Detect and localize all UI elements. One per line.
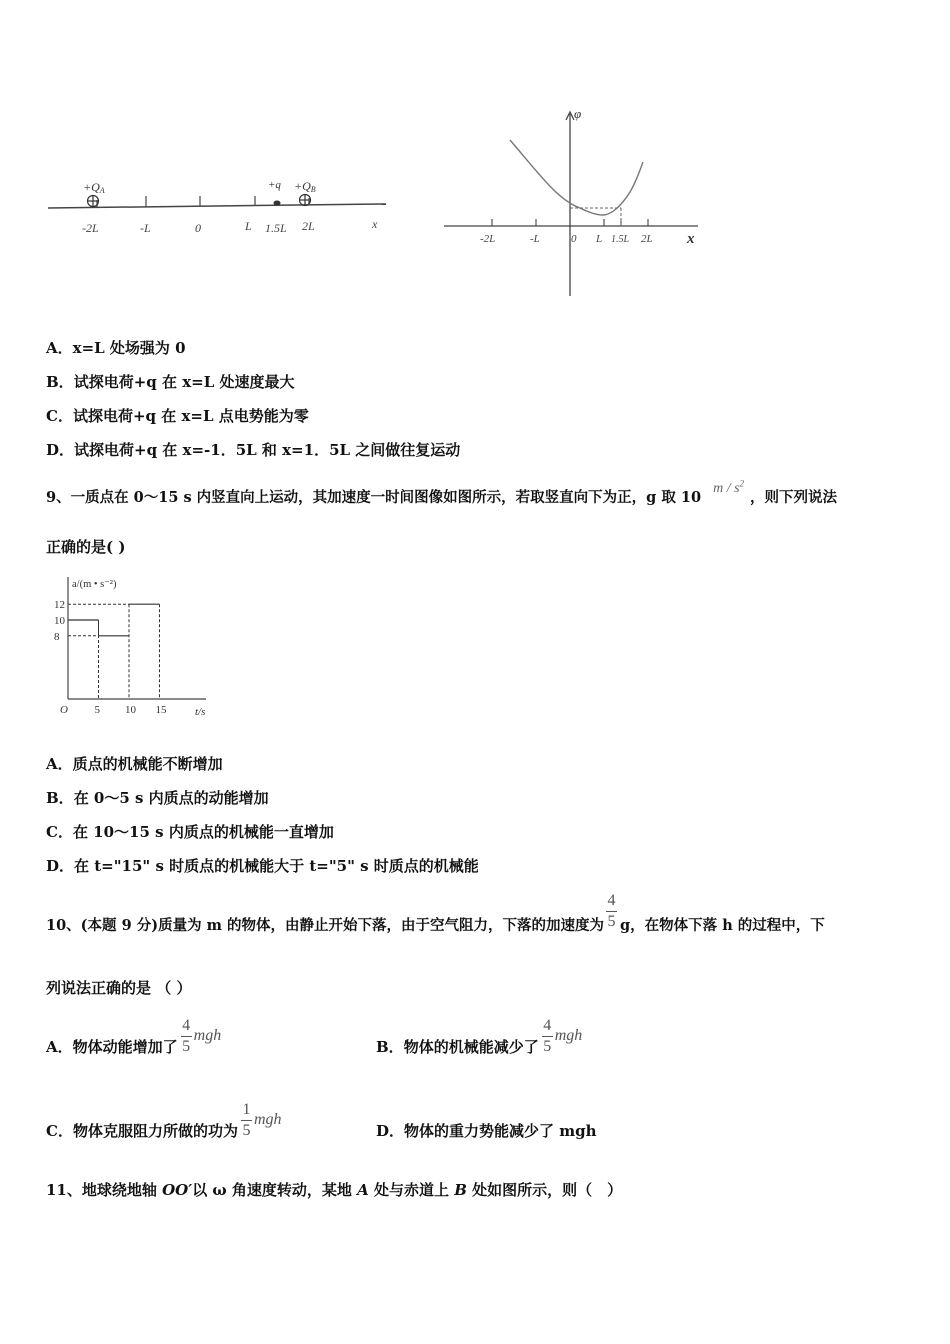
- option-fraction: 1 5: [242, 1101, 251, 1139]
- option-tail: mgh: [193, 1027, 222, 1044]
- tick-label-negL: -L: [140, 221, 151, 235]
- q10-option-d: [376, 1120, 597, 1141]
- charge-b-label: +QB: [294, 179, 316, 194]
- q11-point-b: B: [454, 1181, 467, 1199]
- q11-stem-part3: 处与赤道上: [368, 1181, 455, 1199]
- option-text: 在 0～5 s 内质点的动能增加: [73, 789, 269, 807]
- q11-stem-part1: 11、地球绕地轴: [46, 1181, 163, 1199]
- option-label: D．: [376, 1122, 405, 1140]
- q9-option-a: [46, 753, 223, 774]
- q10-stem-part2: g，在物体下落 h 的过程中，下: [620, 917, 825, 934]
- y-tick-label-10: 10: [54, 615, 65, 627]
- option-label: B．: [46, 373, 74, 391]
- option-tail: mgh: [554, 1027, 583, 1044]
- option-text: x=L 处场强为 0: [72, 339, 186, 357]
- option-fraction: 4 5: [182, 1017, 191, 1055]
- option-text: 质点的机械能不断增加: [72, 755, 223, 773]
- q10-stem-part1: 10、(本题 9 分)质量为 m 的物体，由静止开始下落，由于空气阻力，下落的加速度为: [46, 917, 605, 934]
- acceleration-time-chart: [48, 573, 218, 721]
- option-tail: mgh: [253, 1111, 282, 1128]
- option-label: B．: [46, 789, 74, 807]
- potential-curve: [510, 140, 643, 215]
- option-text: 物体动能增加了: [72, 1038, 178, 1056]
- q9-unit: m / $s^2$: [713, 478, 745, 496]
- q8-option-b: [46, 371, 294, 392]
- option-label: C．: [46, 823, 73, 841]
- tick-label-1_5L: 1.5L: [611, 234, 630, 245]
- option-text: 物体的重力势能减少了 mgh: [404, 1122, 597, 1140]
- charge-a-label: +QA: [83, 180, 105, 195]
- option-label: C．: [46, 407, 73, 425]
- option-text: 试探电荷+q 在 x=L 点电势能为零: [72, 407, 309, 425]
- chart-y-label: a/(m • s⁻²): [72, 579, 117, 590]
- y-tick-label-8: 8: [54, 630, 60, 643]
- x-tick-label-5: 5: [94, 704, 100, 716]
- option-text: 物体的机械能减少了: [403, 1038, 539, 1056]
- option-text: 物体克服阻力所做的功为: [72, 1122, 238, 1140]
- q9-stem-line2: 正确的是( ): [46, 538, 126, 556]
- option-label: B．: [376, 1038, 404, 1056]
- x-axis-line: [48, 204, 386, 208]
- q10-option-c: [46, 1101, 282, 1141]
- tick-label-1_5L: 1.5L: [265, 221, 287, 235]
- y-tick-label-12: 12: [54, 599, 65, 612]
- tick-label-neg2L: -2L: [480, 233, 496, 245]
- tick-label-L: L: [245, 219, 252, 233]
- tick-label-0: 0: [571, 233, 577, 245]
- q8-option-a: [46, 337, 186, 358]
- q9-option-c: [46, 821, 334, 842]
- tick-label-negL: -L: [530, 233, 540, 245]
- q11-axis-label: OO′: [162, 1181, 193, 1199]
- option-text: 试探电荷+q 在 x=-1．5L 和 x=1．5L 之间做往复运动: [74, 441, 461, 459]
- q11-point-a: A: [357, 1181, 369, 1199]
- q9-option-b: [46, 787, 269, 808]
- x-tick-label-10: 10: [125, 704, 136, 716]
- q10-fraction: 4 5: [607, 892, 616, 930]
- q10-stem-line2: 列说法正确的是 （ ）: [46, 979, 192, 997]
- potential-curve-figure: [440, 100, 710, 305]
- tick-label-neg2L: -2L: [82, 221, 99, 235]
- tick-label-0: 0: [195, 221, 201, 235]
- phi-axis-label: φ: [574, 106, 582, 121]
- x-axis-label: x: [687, 231, 695, 247]
- q10-option-a: [46, 1017, 222, 1057]
- option-label: D．: [46, 857, 75, 875]
- option-text: 在 t="15" s 时质点的机械能大于 t="5" s 时质点的机械能: [74, 857, 479, 875]
- tick-label-2L: 2L: [641, 233, 653, 245]
- tick-label-L: L: [596, 233, 603, 245]
- q10-stem-line1: [46, 892, 825, 935]
- option-fraction: 4 5: [543, 1017, 552, 1055]
- q9-stem-line1: [46, 478, 838, 507]
- charge-number-line-figure: [40, 170, 400, 250]
- option-text: 试探电荷+q 在 x=L 处速度最大: [73, 373, 295, 391]
- q9-stem-part2: ，则下列说法: [750, 489, 838, 506]
- chart-origin-label: O: [60, 704, 68, 716]
- q9-option-d: [46, 855, 479, 876]
- q8-option-d: [46, 439, 460, 460]
- test-charge-dot: [274, 201, 281, 206]
- option-text: 在 10～15 s 内质点的机械能一直增加: [72, 823, 334, 841]
- option-label: C．: [46, 1122, 73, 1140]
- test-charge-label: +q: [268, 179, 281, 191]
- option-label: A．: [46, 339, 73, 357]
- q11-stem: [46, 1179, 622, 1200]
- option-label: A．: [46, 1038, 73, 1056]
- q8-option-c: [46, 405, 309, 426]
- chart-x-label: t/s: [195, 706, 206, 718]
- q11-stem-part2: 以 ω 角速度转动，某地: [192, 1181, 358, 1199]
- q9-stem-part1: 9、一质点在 0～15 s 内竖直向上运动，其加速度一时间图像如图所示，若取竖直向下为正，g 取 10: [46, 489, 702, 506]
- x-axis-label: x: [372, 217, 378, 231]
- option-label: D．: [46, 441, 75, 459]
- q11-stem-part4: 处如图所示，则（ ）: [466, 1181, 623, 1199]
- tick-label-2L: 2L: [302, 219, 315, 233]
- x-tick-label-15: 15: [155, 704, 167, 716]
- option-label: A．: [46, 755, 73, 773]
- q10-option-b: [376, 1017, 583, 1057]
